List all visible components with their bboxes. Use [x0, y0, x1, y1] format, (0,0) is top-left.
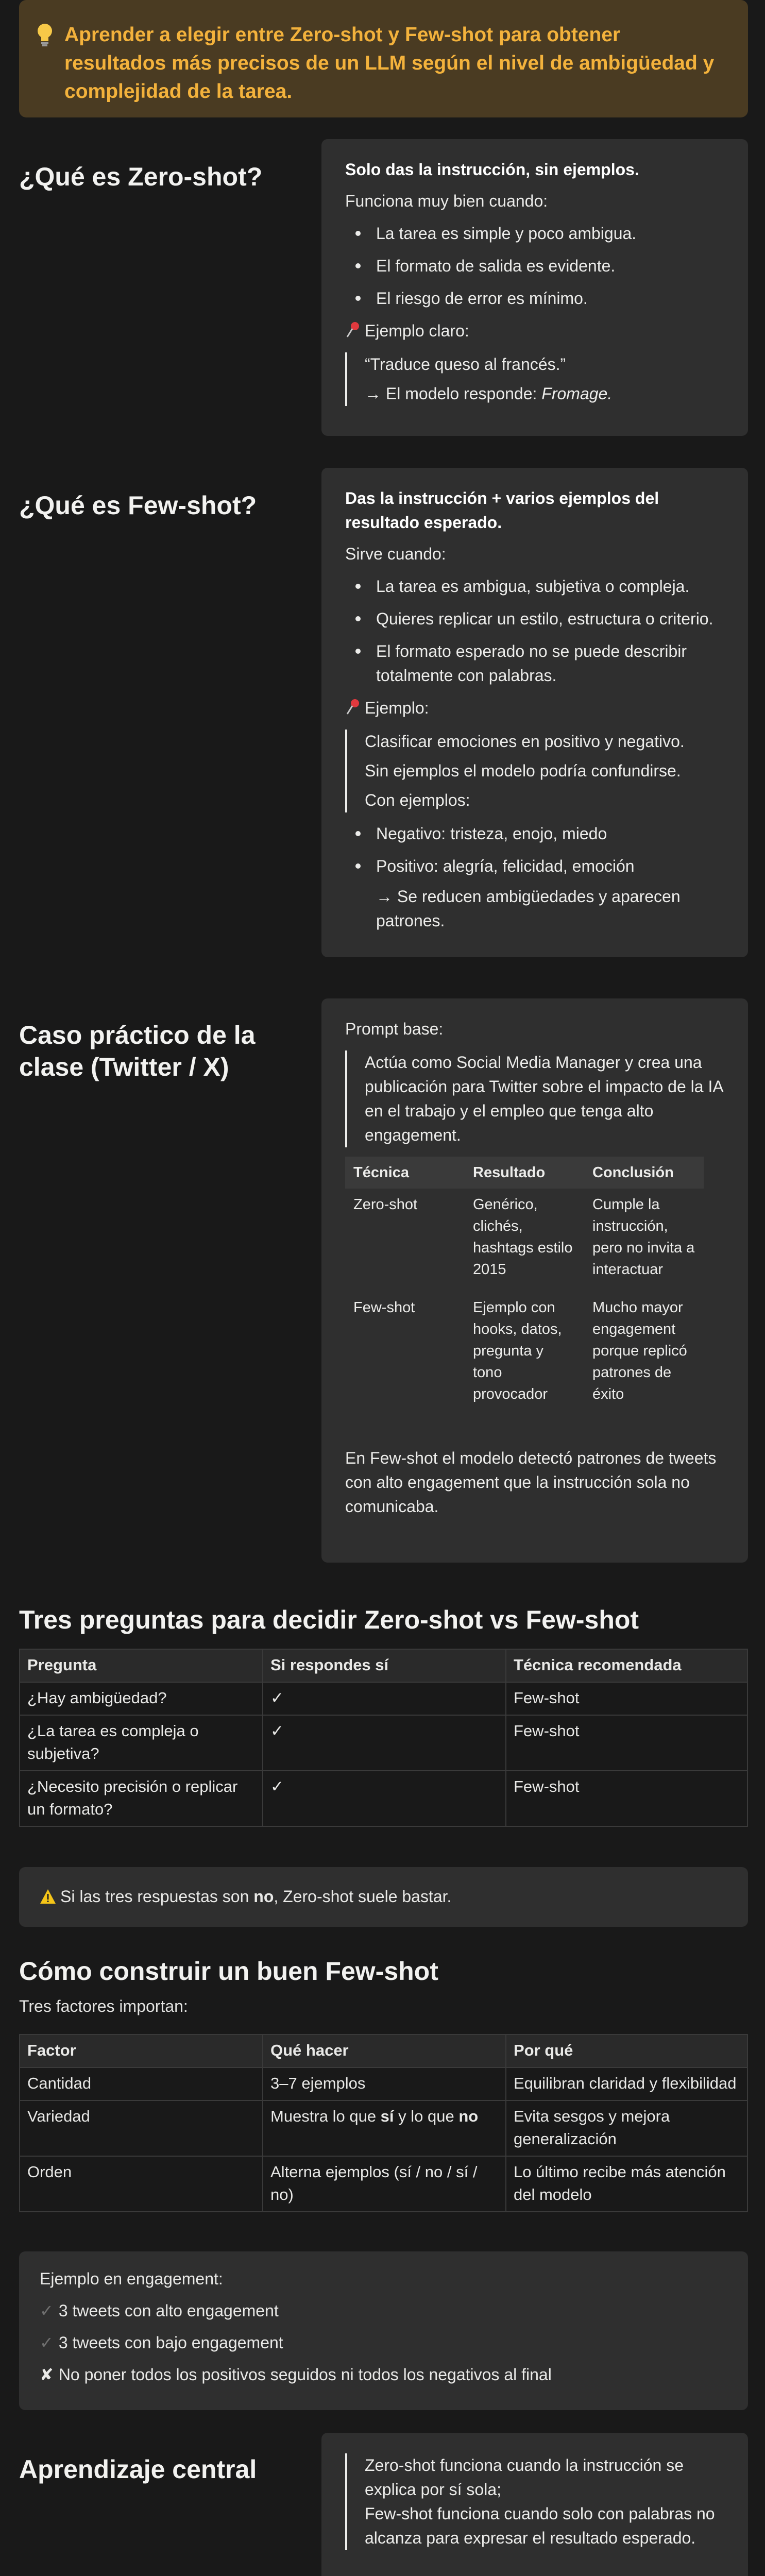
- table-row: [20, 1715, 747, 1771]
- zero-list: [345, 222, 724, 311]
- table-header: Conclusión: [584, 1157, 704, 1189]
- case-table: [345, 1157, 704, 1410]
- list-item: Negativo: tristeza, enojo, miedo: [345, 822, 724, 846]
- zero-quote-answer: → El modelo responde:: [365, 384, 542, 403]
- table-row: [20, 2067, 747, 2100]
- table-cell: Ejemplo con hooks, datos, pregunta y tono provocador: [473, 1299, 562, 1402]
- table-row: [20, 1771, 747, 1826]
- table-cell: ✓: [263, 1771, 506, 1826]
- table-row: [20, 1682, 747, 1715]
- learning-line: Zero-shot funciona cuando la instrucción se explica por sí sola;: [365, 2456, 684, 2499]
- check-icon: ✓: [40, 2333, 54, 2352]
- table-row: [345, 1189, 704, 1285]
- learning-panel: [321, 2433, 748, 2576]
- case-footer: En Few-shot el modelo detectó patrones de tweets con alto engagement que la instrucción sola no comunicaba.: [345, 1449, 717, 1516]
- zero-quote-answer-em: Fromage.: [541, 384, 613, 403]
- table-cell: ¿Necesito precisión o replicar un formato?: [20, 1771, 263, 1826]
- learning-line: Few-shot funciona cuando solo con palabras no alcanza para expresar el resultado esperado.: [365, 2504, 715, 2547]
- few-shot-heading: ¿Qué es Few-shot?: [19, 491, 257, 520]
- engagement-line: No poner todos los positivos seguidos ni todos los negativos al final: [58, 2365, 552, 2384]
- few-example-label: Ejemplo:: [365, 699, 429, 717]
- table-header: Resultado: [465, 1157, 584, 1189]
- table-cell: Few-shot: [506, 1682, 747, 1715]
- warning-icon: [40, 1889, 56, 1904]
- table-cell: Zero-shot: [353, 1196, 418, 1213]
- few-lead: Das la instrucción + varios ejemplos del resultado esperado.: [345, 489, 659, 532]
- table-cell: ¿Hay ambigüedad?: [20, 1682, 263, 1715]
- few-quote-line: Sin ejemplos el modelo podría confundirse.: [365, 761, 681, 780]
- table-header: Si respondes sí: [263, 1649, 506, 1682]
- table-cell: Lo último recibe más atención del modelo: [506, 2156, 747, 2212]
- few-serves: Sirve cuando:: [345, 545, 446, 563]
- table-cell: Few-shot: [506, 1771, 747, 1826]
- intro-callout: [19, 0, 748, 117]
- engagement-line: 3 tweets con bajo engagement: [58, 2333, 283, 2352]
- few-quote-line: Clasificar emociones en positivo y negativo.: [365, 732, 685, 751]
- table-cell: Orden: [20, 2156, 263, 2212]
- table-cell: Cantidad: [20, 2067, 263, 2100]
- list-item: El formato esperado no se puede describir totalmente con palabras.: [345, 639, 724, 688]
- pushpin-icon: [345, 698, 361, 716]
- questions-table: [19, 1649, 748, 1827]
- table-header: Pregunta: [20, 1649, 263, 1682]
- table-cell: Variedad: [20, 2100, 263, 2156]
- table-header: Por qué: [506, 2035, 747, 2067]
- zero-shot-panel: [321, 139, 748, 436]
- few-quote: [345, 730, 724, 812]
- list-item: La tarea es simple y poco ambigua.: [345, 222, 724, 246]
- pushpin-icon: [345, 321, 361, 338]
- few-emotions-list: [345, 822, 724, 878]
- list-item: El formato de salida es evidente.: [345, 254, 724, 278]
- engagement-callout: [19, 2251, 748, 2410]
- list-item: La tarea es ambigua, subjetiva o compleja.: [345, 574, 724, 599]
- zero-quote-line: “Traduce queso al francés.”: [365, 355, 566, 374]
- table-cell: Genérico, clichés, hashtags estilo 2015: [473, 1196, 573, 1278]
- variety-text: Muestra lo que: [270, 2107, 381, 2125]
- list-item: Quieres replicar un estilo, estructura o criterio.: [345, 607, 724, 631]
- learning-heading: Aprendizaje central: [19, 2455, 257, 2484]
- case-prompt: [345, 1050, 724, 1147]
- zero-works: Funciona muy bien cuando:: [345, 192, 548, 210]
- build-subtitle: Tres factores importan:: [19, 1997, 188, 2015]
- table-cell: 3–7 ejemplos: [263, 2067, 506, 2100]
- list-item: El riesgo de error es mínimo.: [345, 286, 724, 311]
- table-header: Qué hacer: [263, 2035, 506, 2067]
- questions-heading: Tres preguntas para decidir Zero-shot vs Few-shot: [19, 1605, 639, 1634]
- note-pre: Si las tres respuestas son: [60, 1887, 254, 1906]
- few-list: [345, 574, 724, 688]
- table-cell: Mucho mayor engagement porque replicó patrones de éxito: [592, 1299, 687, 1402]
- zero-lead: Solo das la instrucción, sin ejemplos.: [345, 160, 639, 179]
- intro-text: Aprender a elegir entre Zero-shot y Few-shot para obtener resultados más precisos de un LLM según el nivel de ambigüedad y complejidad de la tarea.: [64, 24, 715, 103]
- few-result: → Se reducen ambigüedades y aparecen patrones.: [376, 887, 681, 930]
- table-row: [20, 2100, 747, 2156]
- cross-icon: ✘: [40, 2365, 54, 2384]
- table-header: Técnica: [345, 1157, 465, 1189]
- lightbulb-icon: [35, 22, 55, 48]
- few-quote-line: Con ejemplos:: [365, 791, 470, 809]
- table-cell: Equilibran claridad y flexibilidad: [506, 2067, 747, 2100]
- table-cell: ¿La tarea es compleja o subjetiva?: [20, 1715, 263, 1771]
- build-table: [19, 2034, 748, 2212]
- table-header: Técnica recomendada: [506, 1649, 747, 1682]
- table-cell: Evita sesgos y mejora generalización: [506, 2100, 747, 2156]
- table-cell: ✓: [263, 1715, 506, 1771]
- zero-shot-heading: ¿Qué es Zero-shot?: [19, 162, 263, 191]
- zero-quote: [345, 352, 724, 406]
- table-header: Factor: [20, 2035, 263, 2067]
- list-item: Positivo: alegría, felicidad, emoción: [345, 854, 724, 878]
- questions-note: [19, 1867, 748, 1927]
- table-cell: Few-shot: [353, 1299, 415, 1316]
- variety-text: y lo que: [394, 2107, 459, 2125]
- table-row: [20, 2156, 747, 2212]
- note-bold: no: [253, 1887, 274, 1906]
- table-cell: Cumple la instrucción, pero no invita a interactuar: [592, 1196, 695, 1278]
- table-cell: ✓: [263, 1682, 506, 1715]
- note-post: , Zero-shot suele bastar.: [274, 1887, 452, 1906]
- table-row: [345, 1285, 704, 1410]
- learning-quote: [345, 2453, 724, 2550]
- case-prompt-label: Prompt base:: [345, 1020, 444, 1038]
- table-cell: [263, 2100, 506, 2156]
- engagement-title: Ejemplo en engagement:: [40, 2269, 223, 2288]
- variety-bold: no: [458, 2107, 479, 2125]
- variety-bold: sí: [380, 2107, 394, 2125]
- engagement-line: 3 tweets con alto engagement: [58, 2301, 279, 2320]
- check-icon: ✓: [40, 2301, 54, 2320]
- case-heading: Caso práctico de la clase (Twitter / X): [19, 1021, 256, 1081]
- zero-example-label: Ejemplo claro:: [365, 321, 469, 340]
- case-prompt-text: Actúa como Social Media Manager y crea una publicación para Twitter sobre el impacto de la IA en el trabajo y el empleo que tenga alto engagement.: [365, 1053, 723, 1144]
- table-cell: Few-shot: [506, 1715, 747, 1771]
- table-cell: Alterna ejemplos (sí / no / sí / no): [263, 2156, 506, 2212]
- few-shot-panel: [321, 468, 748, 957]
- case-panel: [321, 998, 748, 1563]
- build-heading: Cómo construir un buen Few-shot: [19, 1957, 438, 1986]
